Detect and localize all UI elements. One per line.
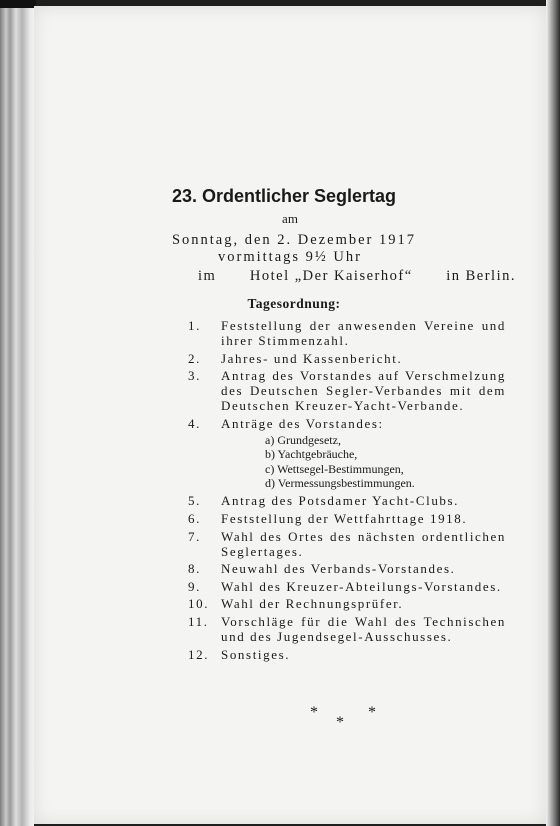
sub-item: c) Wettsegel-Bestimmungen, — [265, 461, 404, 476]
agenda-item: 10. Wahl der Rechnungsprüfer. — [188, 596, 404, 612]
time-line: vormittags 9½ Uhr — [218, 249, 362, 265]
asterism-ornament — [300, 702, 390, 732]
agenda-item: 3. Antrag des Vorstandes auf Verschmelzung des Deutschen Segler-Verbandes mit dem Deutschen Kreuzer-Yacht-Verbande. — [188, 368, 506, 414]
agenda-item: 9. Wahl des Kreuzer-Abteilungs-Vorstandes. — [188, 578, 502, 594]
book-spine — [0, 0, 34, 826]
agenda-item: 12. Sonstiges. — [188, 646, 291, 662]
agenda-list — [188, 318, 506, 664]
agenda-item: 8. Neuwahl des Verbands-Vorstandes. — [188, 561, 456, 577]
agenda-item: 11. Vorschläge für die Wahl des Technischen und des Jugendsegel-Ausschusses. — [188, 613, 506, 644]
sub-item: b) Yachtgebräuche, — [265, 447, 358, 462]
venue-prefix: im — [198, 268, 217, 284]
asterisk: * — [368, 704, 376, 721]
agenda-item: 2. Jahres- und Kassenbericht. — [188, 350, 403, 366]
sub-item: a) Grundgesetz, — [265, 432, 341, 447]
asterisk: * — [310, 704, 318, 721]
agenda-item: 5. Antrag des Potsdamer Yacht-Clubs. — [188, 493, 460, 509]
sub-item: d) Vermessungsbestimmungen. — [265, 476, 415, 491]
venue-city: in Berlin. — [446, 268, 516, 284]
venue-line — [198, 268, 516, 285]
page-title: 23. Ordentlicher Seglertag — [171, 186, 397, 206]
venue-hotel: Hotel „Der Kaiserhof“ — [249, 268, 413, 284]
page-edge-shadow — [546, 0, 560, 826]
spine-top-edge — [0, 0, 36, 8]
agenda-item: 1. Feststellung der anwesenden Vereine und ihrer Stimmenzahl. — [188, 318, 506, 348]
asterisk: * — [336, 714, 344, 731]
agenda-item: 4. Anträge des Vorstandes: a) Grundgesetz, b) Yachtgebräuche, c) Wettsegel-Bestimmungen, d) Vermessungsbestimmungen. — [188, 416, 506, 491]
date-preposition: am — [282, 211, 298, 226]
agenda-item: 6. Feststellung der Wettfahrttage 1918. — [188, 510, 468, 526]
date-line: Sonntag, den 2. Dezember 1917 — [171, 232, 417, 248]
agenda-item: 7. Wahl des Ortes des nächsten ordentlichen Seglertages. — [188, 528, 506, 559]
sub-item-list — [221, 433, 506, 491]
agenda-heading: Tagesordnung: — [247, 296, 341, 311]
